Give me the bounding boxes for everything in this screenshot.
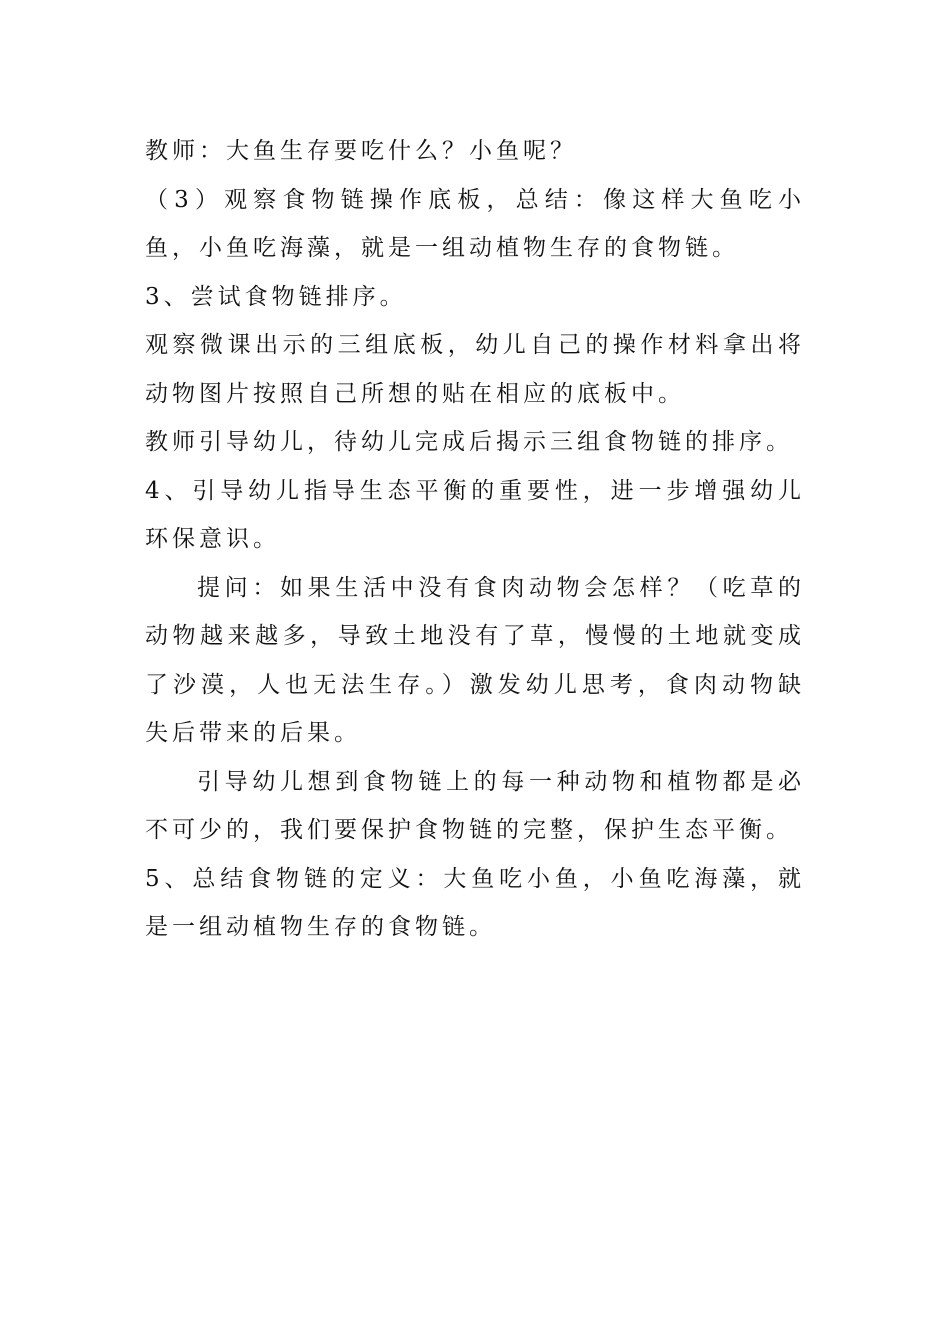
document-body bbox=[145, 127, 805, 952]
paragraph-reveal-order: 教师引导幼儿，待幼儿完成后揭示三组食物链的排序。 bbox=[145, 429, 793, 455]
paragraph-question-carnivores: 提问：如果生活中没有食肉动物会怎样？（吃草的动物越来越多，导致土地没有了草，慢慢的土地就变成了沙漠，人也无法生存。）激发幼儿思考，食肉动物缺失后带来的后果。 bbox=[145, 574, 805, 746]
paragraph-section-5-definition: 5、总结食物链的定义：大鱼吃小鱼，小鱼吃海藻，就是一组动植物生存的食物链。 bbox=[145, 865, 805, 940]
paragraph-section-3-heading: 3、尝试食物链排序。 bbox=[145, 283, 407, 310]
paragraph-teacher-question: 教师：大鱼生存要吃什么？小鱼呢？ bbox=[145, 138, 577, 164]
paragraph-protect-food-chain: 引导幼儿想到食物链上的每一种动物和植物都是必不可少的，我们要保护食物链的完整，保护生态平衡。 bbox=[145, 768, 805, 843]
paragraph-step-3-summary: （3）观察食物链操作底板，总结：像这样大鱼吃小鱼，小鱼吃海藻，就是一组动植物生存的食物链。 bbox=[145, 186, 805, 261]
paragraph-section-4-heading: 4、引导幼儿指导生态平衡的重要性，进一步增强幼儿环保意识。 bbox=[145, 477, 805, 552]
paragraph-observe-boards: 观察微课出示的三组底板，幼儿自己的操作材料拿出将动物图片按照自己所想的贴在相应的底板中。 bbox=[145, 332, 805, 407]
